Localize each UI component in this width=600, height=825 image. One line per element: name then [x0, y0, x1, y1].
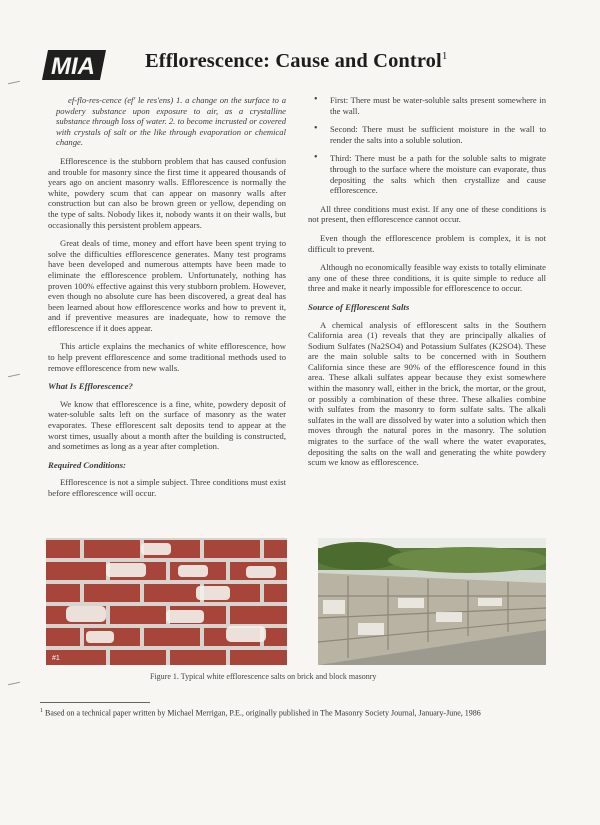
figure-caption: Figure 1. Typical white efflorescence salts on brick and block masonry: [150, 672, 377, 681]
logo-text: MIA: [51, 53, 95, 80]
section-heading: Required Conditions:: [48, 459, 126, 470]
left-column: [48, 95, 286, 507]
conditions-list: [308, 95, 546, 196]
definition: ef-flo-res-cence (ef' le res'ens) 1. a change on the surface to a powdery substance upon exposure to air, as a crystalline substance through loss of water. 2. to become incrusted or covered with crystals of salt or the like through evaporation or chemical change.: [56, 95, 286, 148]
paragraph: Efflorescence is not a simple subject. Three conditions must exist before efflorescence will occur.: [48, 477, 286, 498]
footnote: $^1$ Based on a technical paper written by Michael Merrigan, P.E., originally published in The Masonry Society Journal, January-June, 1986: [40, 708, 481, 718]
photo-block-wall: [318, 538, 546, 665]
margin-mark: [8, 682, 20, 685]
margin-mark: [8, 374, 20, 377]
list-item: • First: There must be water-soluble salts present somewhere in the wall.: [328, 95, 546, 116]
footnote-mark: 1: [40, 708, 43, 714]
paragraph: Efflorescence is the stubborn problem that has caused confusion and trouble for masonry since the first time it appeared thousands of years ago on ancient masonry walls. Efflorescence is normally the white, powdery scum that can appear on masonry walls after construction but can also be brown green or yellow, depending on the type of salts. Nobody likes it, nobody wants it on their walls, but occasionally this persistent problem appears.: [48, 155, 286, 230]
photo-label: #1: [52, 655, 60, 662]
margin-mark: [8, 81, 20, 84]
mia-logo: [42, 48, 108, 82]
photo-brick-efflorescence: [46, 538, 287, 665]
title-footnote-mark: 1: [441, 50, 448, 63]
section-heading: Source of Efflorescent Salts: [308, 301, 410, 312]
paragraph: Great deals of time, money and effort have been spent trying to solve the difficulties efflorescence generates. Many test programs have been developed and numerous attempts have been made to eliminate the efflorescence problem. Unfortunately, nothing has proven 100% effective against this very stubborn problem. However, even though no absolute cure has been discovered, a great deal has been learned about how efflorescence works and how to prevent it, and if preventive measures are inadequate, how to remove the efflorescence if it does appear.: [48, 238, 286, 333]
paragraph: A chemical analysis of efflorescent salts in the Southern California area (1) reveals that they are principally alkalies of Sodium Sulfates (Na2SO4) and Potassium Sulfates (K2SO4). These are the main soluble salts to be concerned with in Southern California since these are 90% of the efflorescence found in this area. These alkali sulfates appear because they exist somewhere within the masonry wall, either in the brick, the mortar, or the grout, or possibly a combination of these three. These alkalies combine with sulfates from the masonry to form sulfate salts. The alkali sulfates in the wall are dissolved by water into a solution which then moves through the natural pores in the masonry. The solution migrates to the surface of the wall where the water evaporates, depositing the salts on the wall and generating the white powdery scum we know as efflorescence.: [308, 319, 546, 468]
paragraph: Even though the efflorescence problem is complex, it is not difficult to prevent.: [308, 232, 546, 254]
list-item: • Third: There must be a path for the soluble salts to migrate through to the surface where the moisture can evaporate, thus depositing the salts which then crystallize and cause efflorescence.: [328, 153, 546, 195]
paragraph: Although no economically feasible way exists to totally eliminate any one of these three conditions, it is quite simple to reduce all three and make it nearly impossible for efflorescence to occur.: [308, 262, 546, 294]
right-column: [308, 95, 546, 476]
paragraph: We know that efflorescence is a fine, white, powdery deposit of water-soluble salts left on the surface of masonry as the water evaporates. These efflorescent salt deposits tend to appear at the worst times, usually about a month after the building is constructed, and sometimes as long as a year after completion.: [48, 398, 286, 452]
list-item: • Second: There must be sufficient moisture in the wall to render the salts into a soluble solution.: [328, 124, 546, 145]
section-heading: What Is Efflorescence?: [48, 381, 133, 392]
footnote-rule: [40, 702, 150, 703]
paragraph: This article explains the mechanics of white efflorescence, how to help prevent efflorescence and some traditional methods used to remove efflorescence from new walls.: [48, 341, 286, 373]
paragraph: All three conditions must exist. If any one of these conditions is not present, then efflorescence cannot occur.: [308, 203, 546, 225]
page-title: Efflorescence: Cause and Control$^1$: [145, 50, 448, 72]
